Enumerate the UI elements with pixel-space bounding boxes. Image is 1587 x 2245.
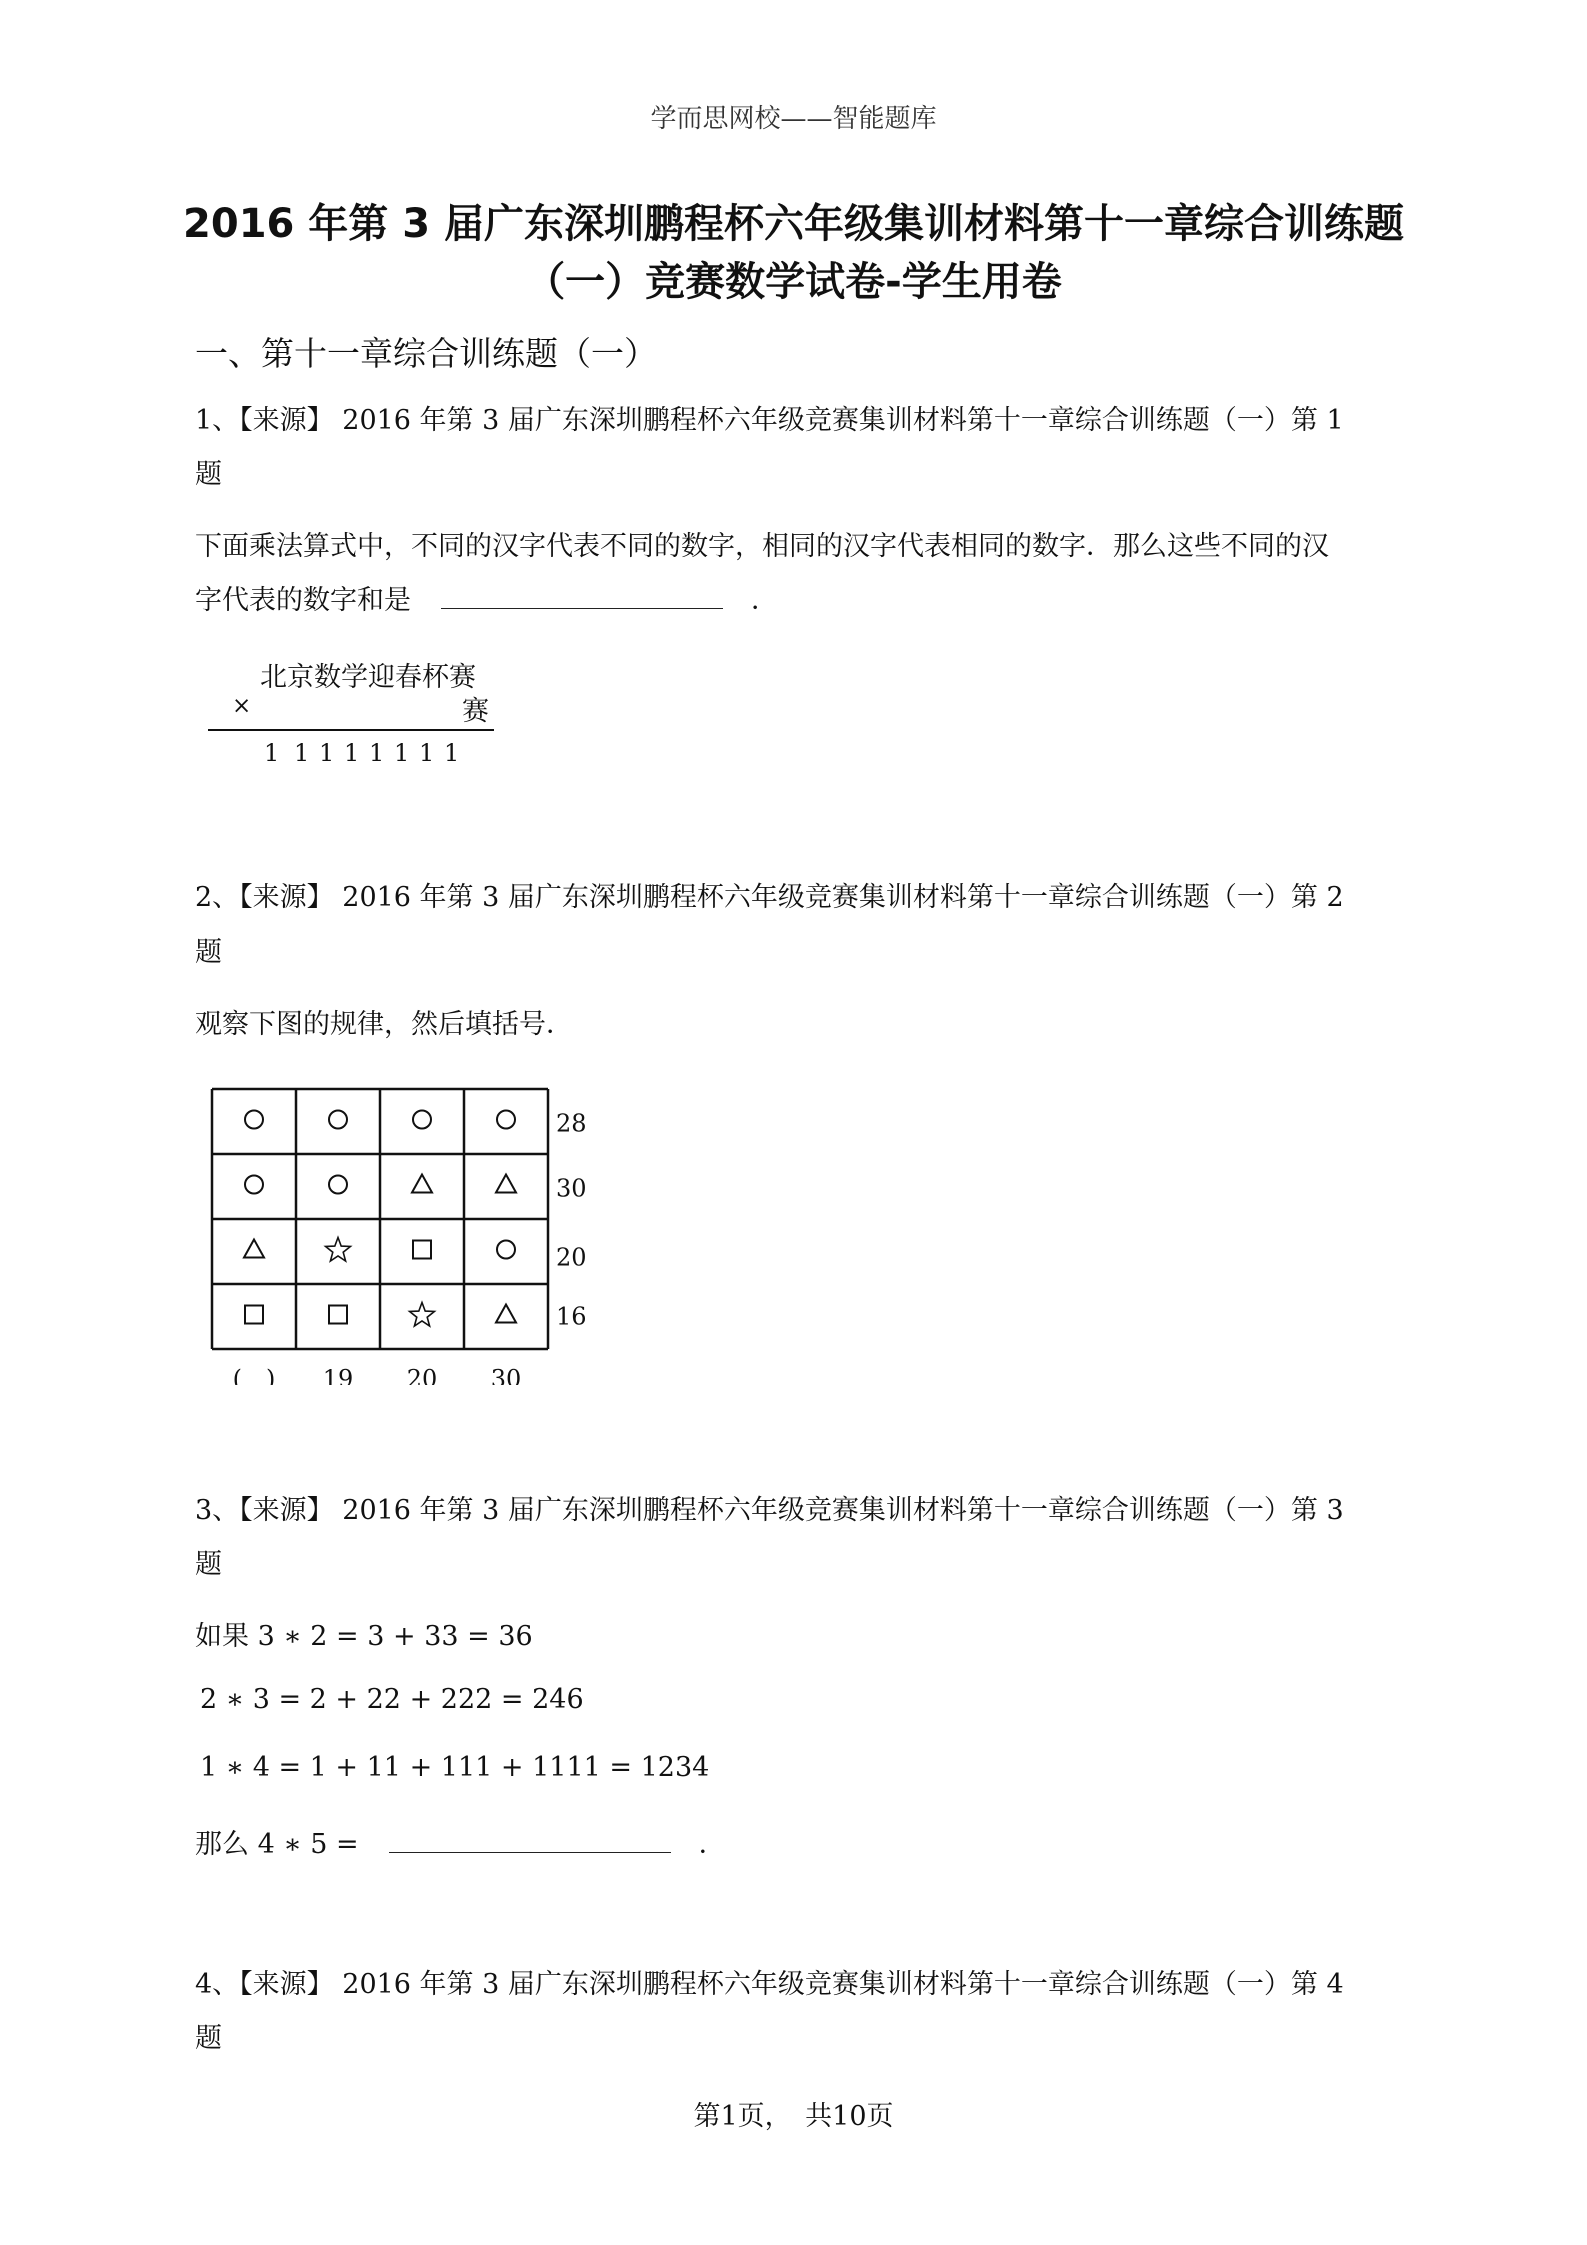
circle-icon [329,1111,347,1129]
q1-fig-times: × [232,693,252,719]
row-sum-label: 20 [556,1243,587,1272]
q1-result-digit: 1 [444,739,460,767]
q1-fig-line [208,729,494,731]
q3-eq2: 2 ∗ 3 = 2 + 22 + 222 = 246 [200,1684,584,1715]
q1-result-digit: 1 [319,739,335,767]
star-icon [410,1303,435,1327]
q3-source: 3、【来源】 2016 年第 3 届广东深圳鹏程杯六年级竞赛集训材料第十一章综合训练题（一）第 3 [195,1495,1344,1526]
q3-ask-prefix: 那么 4 ∗ 5 = [195,1829,359,1860]
star-icon [326,1238,351,1262]
col-sum-label: 30 [490,1365,522,1385]
q1-fig-result [264,739,469,767]
triangle-icon [496,1175,516,1193]
circle-icon [245,1111,263,1129]
q1-result-digit: 1 [419,739,435,767]
col-sum-label: 19 [322,1365,354,1385]
q1-result-digit: 1 [264,739,280,767]
doc-title-line2: （一）竞赛数学试卷-学生用卷 [525,259,1062,305]
circle-icon [497,1111,515,1129]
q1-fig-bottom: 赛 [462,696,489,727]
page-footer: 第1页， 共10页 [693,2101,894,2132]
circle-icon [245,1176,263,1194]
q3-eq3: 1 ∗ 4 = 1 + 11 + 111 + 1111 = 1234 [200,1752,710,1783]
triangle-icon [496,1305,516,1323]
circle-icon [497,1241,515,1259]
row-sum-label: 16 [556,1302,587,1331]
q3-ask-line [195,1822,726,1861]
q1-multiplication-figure [208,655,508,775]
square-icon [245,1306,263,1324]
square-icon [413,1241,431,1259]
q1-text-suffix: ． [751,585,778,616]
q1-result-digit: 1 [369,739,385,767]
q1-answer-blank[interactable] [441,586,723,609]
q1-text-prefix: 字代表的数字和是 [195,585,411,616]
page-header: 学而思网校——智能题库 [650,104,937,134]
circle-icon [413,1111,431,1129]
q3-eq1: 如果 3 ∗ 2 = 3 + 33 = 36 [195,1621,533,1652]
row-sum-label: 30 [556,1174,587,1203]
q1-fig-top: 北京数学迎春杯赛 [260,662,476,693]
triangle-icon [412,1175,432,1193]
circle-icon [329,1176,347,1194]
q4-source: 4、【来源】 2016 年第 3 届广东深圳鹏程杯六年级竞赛集训材料第十一章综合训练题（一）第 4 [195,1969,1344,2000]
col-sum-label: 20 [406,1365,438,1385]
section-heading: 一、第十一章综合训练题（一） [195,334,657,373]
q2-grid-svg [200,1085,620,1385]
q1-source: 1、【来源】 2016 年第 3 届广东深圳鹏程杯六年级竞赛集训材料第十一章综合训练题（一）第 1 [195,405,1344,436]
doc-title-line1: 2016 年第 3 届广东深圳鹏程杯六年级集训材料第十一章综合训练题 [183,201,1404,247]
q1-text-line2 [195,578,778,617]
q2-text: 观察下图的规律，然后填括号． [195,1009,573,1040]
q1-result-digit: 1 [394,739,410,767]
q3-answer-blank[interactable] [389,1830,671,1853]
q3-ask-suffix: ． [698,1829,726,1860]
col-sum-label: ( ) [232,1365,276,1385]
q2-source-cont: 题 [195,937,222,968]
q3-source-cont: 题 [195,1549,222,1580]
triangle-icon [244,1240,264,1258]
q1-result-digit: 1 [294,739,310,767]
q1-result-digit: 1 [344,739,360,767]
row-sum-label: 28 [556,1109,587,1138]
q4-source-cont: 题 [195,2023,222,2054]
q2-shape-grid-figure [200,1085,620,1385]
q1-text: 下面乘法算式中，不同的汉字代表不同的数字，相同的汉字代表相同的数字．那么这些不同的汉 [195,531,1329,562]
q1-source-cont: 题 [195,459,222,490]
square-icon [329,1306,347,1324]
q2-source: 2、【来源】 2016 年第 3 届广东深圳鹏程杯六年级竞赛集训材料第十一章综合训练题（一）第 2 [195,882,1344,913]
